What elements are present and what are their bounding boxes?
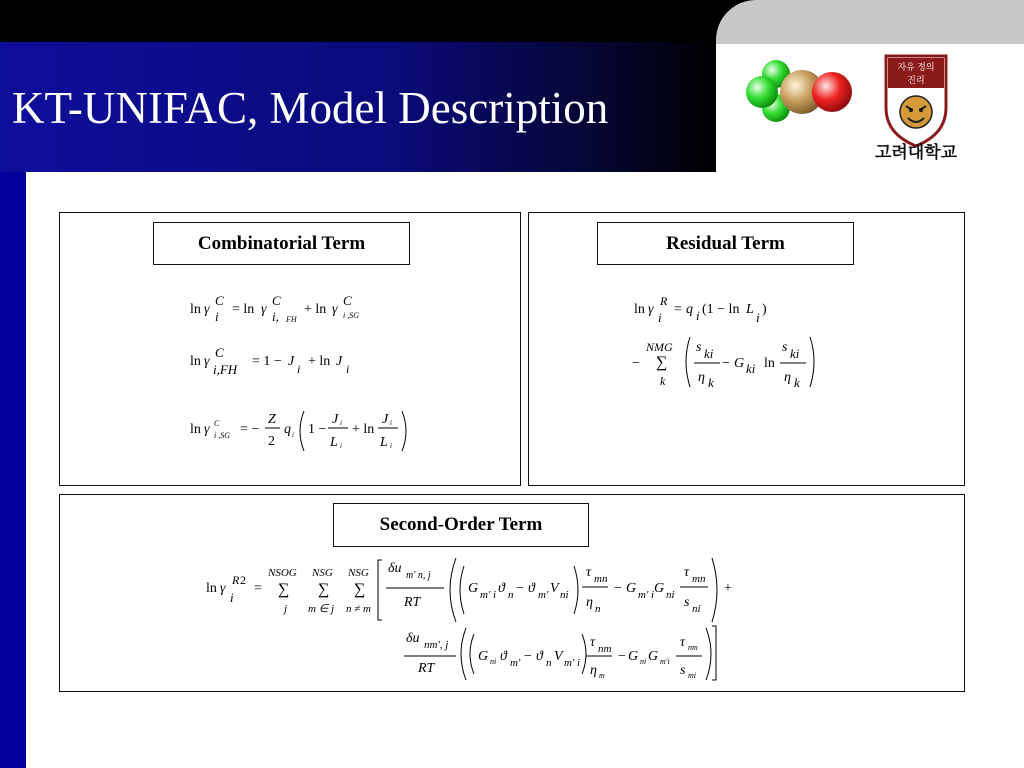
svg-text:i: i (756, 310, 760, 325)
svg-text:m: m (599, 671, 605, 680)
svg-text:NSG: NSG (312, 567, 333, 579)
svg-text:ki: ki (746, 361, 756, 376)
svg-text:G: G (654, 581, 665, 596)
svg-text:τ: τ (680, 635, 686, 650)
svg-text:γ: γ (648, 302, 654, 317)
svg-text:ni: ni (490, 657, 497, 666)
svg-text:τ: τ (586, 565, 592, 580)
svg-text:C: C (343, 293, 352, 308)
svg-text:δu: δu (388, 561, 402, 576)
svg-text:mn: mn (692, 573, 706, 585)
svg-text:C: C (215, 293, 224, 308)
svg-text:−: − (516, 581, 524, 596)
svg-text:η: η (586, 595, 593, 610)
svg-text:ki: ki (704, 346, 714, 361)
svg-text:+ ln: + ln (352, 422, 375, 437)
svg-text:+ ln: + ln (304, 302, 327, 317)
molecule-logo-icon (740, 60, 860, 124)
svg-text:J: J (336, 354, 343, 369)
svg-text:−: − (614, 581, 622, 596)
svg-text:i ,SG: i ,SG (343, 311, 359, 320)
svg-text:γ: γ (332, 302, 338, 317)
svg-text:k: k (660, 374, 666, 388)
svg-text:ln: ln (190, 422, 201, 437)
svg-text:m': m' (538, 589, 549, 601)
svg-text:ϑ: ϑ (536, 649, 543, 664)
svg-text:−: − (632, 356, 640, 371)
svg-text:V: V (554, 649, 563, 664)
svg-text:s: s (684, 595, 690, 610)
svg-text:ϑ: ϑ (528, 581, 535, 596)
svg-text:η: η (590, 663, 597, 678)
svg-text:ln: ln (190, 354, 201, 369)
svg-text:L: L (380, 435, 388, 450)
svg-text:∑: ∑ (354, 581, 366, 598)
left-accent-bar (0, 172, 26, 768)
svg-text:J: J (382, 412, 389, 427)
slide-title: KT-UNIFAC, Model Description (12, 83, 609, 133)
svg-text:s: s (680, 663, 686, 678)
svg-text:mi: mi (688, 671, 696, 680)
svg-text:τ: τ (590, 635, 596, 650)
svg-text:L: L (330, 435, 338, 450)
combinatorial-term-label: Combinatorial Term (153, 222, 410, 265)
svg-text:i: i (230, 590, 234, 605)
svg-text:2: 2 (240, 573, 246, 587)
svg-text:s: s (696, 340, 702, 355)
residual-equations (620, 285, 830, 405)
svg-text:FH: FH (286, 315, 297, 324)
svg-text:δu: δu (406, 631, 420, 646)
svg-text:i: i (658, 310, 662, 325)
svg-text:V: V (550, 581, 559, 596)
svg-text:ki: ki (790, 346, 800, 361)
svg-text:J: J (332, 412, 339, 427)
svg-text:j: j (284, 603, 288, 615)
svg-text:J: J (288, 354, 295, 369)
svg-text:γ: γ (204, 354, 210, 369)
svg-text:G: G (478, 649, 489, 664)
svg-text:nm: nm (688, 643, 698, 652)
svg-text:−: − (618, 649, 626, 664)
svg-text:i: i (340, 419, 342, 427)
svg-text:−: − (722, 356, 730, 371)
svg-text:Z: Z (268, 412, 276, 427)
svg-text:= 1 −: = 1 − (252, 354, 282, 369)
svg-text:G: G (628, 649, 639, 664)
svg-text:=: = (254, 581, 262, 596)
second-order-equation (200, 552, 760, 682)
svg-text:ni: ni (692, 603, 701, 615)
svg-text:ln: ln (634, 302, 645, 317)
svg-text:γ: γ (261, 302, 267, 317)
svg-text:C: C (272, 293, 281, 308)
svg-text:k: k (794, 375, 800, 390)
svg-text:G: G (626, 581, 637, 596)
svg-text:=: = (674, 302, 682, 317)
svg-text:nm', j: nm', j (424, 639, 449, 651)
svg-text:i: i (390, 442, 392, 450)
svg-text:m'i: m'i (660, 657, 670, 666)
second-order-term-label: Second-Order Term (333, 503, 589, 547)
svg-text:G: G (734, 356, 745, 371)
svg-text:η: η (698, 370, 705, 385)
svg-text:C: C (215, 345, 224, 360)
svg-text:+: + (724, 581, 732, 596)
logo-tab (716, 0, 1024, 44)
svg-text:ln: ln (206, 581, 217, 596)
university-name: 고려대학교 (874, 143, 958, 160)
shield-motto-top: 자유 정의 (897, 62, 935, 72)
svg-text:RT: RT (418, 661, 435, 676)
combinatorial-equations (180, 285, 480, 455)
svg-text:n: n (595, 603, 601, 615)
svg-text:i,: i, (272, 309, 279, 324)
svg-text:∑: ∑ (278, 581, 290, 598)
svg-text:G: G (468, 581, 479, 596)
residual-term-label: Residual Term (597, 222, 854, 265)
svg-text:m': m' (510, 657, 521, 669)
svg-text:γ: γ (220, 581, 226, 596)
svg-text:n: n (508, 589, 514, 601)
svg-text:i,FH: i,FH (213, 362, 238, 377)
svg-text:q: q (284, 422, 291, 437)
svg-text:NMG: NMG (646, 340, 673, 354)
svg-text:γ: γ (204, 422, 210, 437)
svg-text:(1 − ln: (1 − ln (702, 302, 740, 317)
svg-text:∑: ∑ (318, 581, 330, 598)
svg-text:m ∈ j: m ∈ j (308, 603, 335, 615)
svg-text:NSG: NSG (348, 567, 369, 579)
svg-text:ni: ni (666, 589, 675, 601)
svg-text:m' i: m' i (480, 589, 497, 601)
svg-text:1 −: 1 − (308, 422, 327, 437)
svg-text:m' i: m' i (564, 657, 581, 669)
svg-text:R: R (232, 573, 240, 587)
svg-text:ln: ln (764, 356, 775, 371)
svg-text:k: k (708, 375, 714, 390)
svg-text:L: L (746, 302, 754, 317)
svg-text:nm: nm (598, 643, 612, 655)
svg-text:2: 2 (268, 434, 275, 449)
svg-text:i: i (297, 362, 301, 376)
svg-text:m' n, j: m' n, j (406, 570, 431, 581)
svg-text:NSOG: NSOG (268, 567, 297, 579)
svg-text:G: G (648, 649, 659, 664)
svg-text:i ,SG: i ,SG (214, 431, 230, 440)
svg-text:n ≠ m: n ≠ m (346, 603, 371, 615)
svg-text:−: − (524, 649, 532, 664)
svg-text:i: i (696, 308, 700, 323)
university-shield-icon (868, 50, 964, 160)
svg-text:= −: = − (240, 422, 260, 437)
svg-text:ni: ni (640, 657, 647, 666)
svg-text:): ) (762, 302, 767, 317)
svg-text:η: η (784, 370, 791, 385)
svg-text:i: i (215, 309, 219, 324)
svg-text:ϑ: ϑ (498, 581, 505, 596)
svg-text:ln: ln (190, 302, 201, 317)
svg-text:i: i (340, 442, 342, 450)
svg-text:i: i (390, 419, 392, 427)
svg-text:ni: ni (560, 589, 569, 601)
svg-text:s: s (782, 340, 788, 355)
svg-text:+ ln: + ln (308, 354, 331, 369)
svg-text:n: n (546, 657, 552, 669)
svg-text:ϑ: ϑ (500, 649, 507, 664)
svg-text:RT: RT (404, 595, 421, 610)
svg-text:i: i (292, 431, 294, 439)
svg-text:m' i: m' i (638, 589, 655, 601)
svg-text:mn: mn (594, 573, 608, 585)
svg-text:γ: γ (204, 302, 210, 317)
svg-text:q: q (686, 302, 693, 317)
shield-motto-mid: 진리 (907, 75, 925, 85)
svg-text:R: R (660, 294, 668, 308)
svg-text:τ: τ (684, 565, 690, 580)
svg-text:i: i (346, 362, 350, 376)
svg-text:∑: ∑ (656, 354, 668, 371)
svg-text:= ln: = ln (232, 302, 255, 317)
svg-text:C: C (214, 419, 220, 428)
